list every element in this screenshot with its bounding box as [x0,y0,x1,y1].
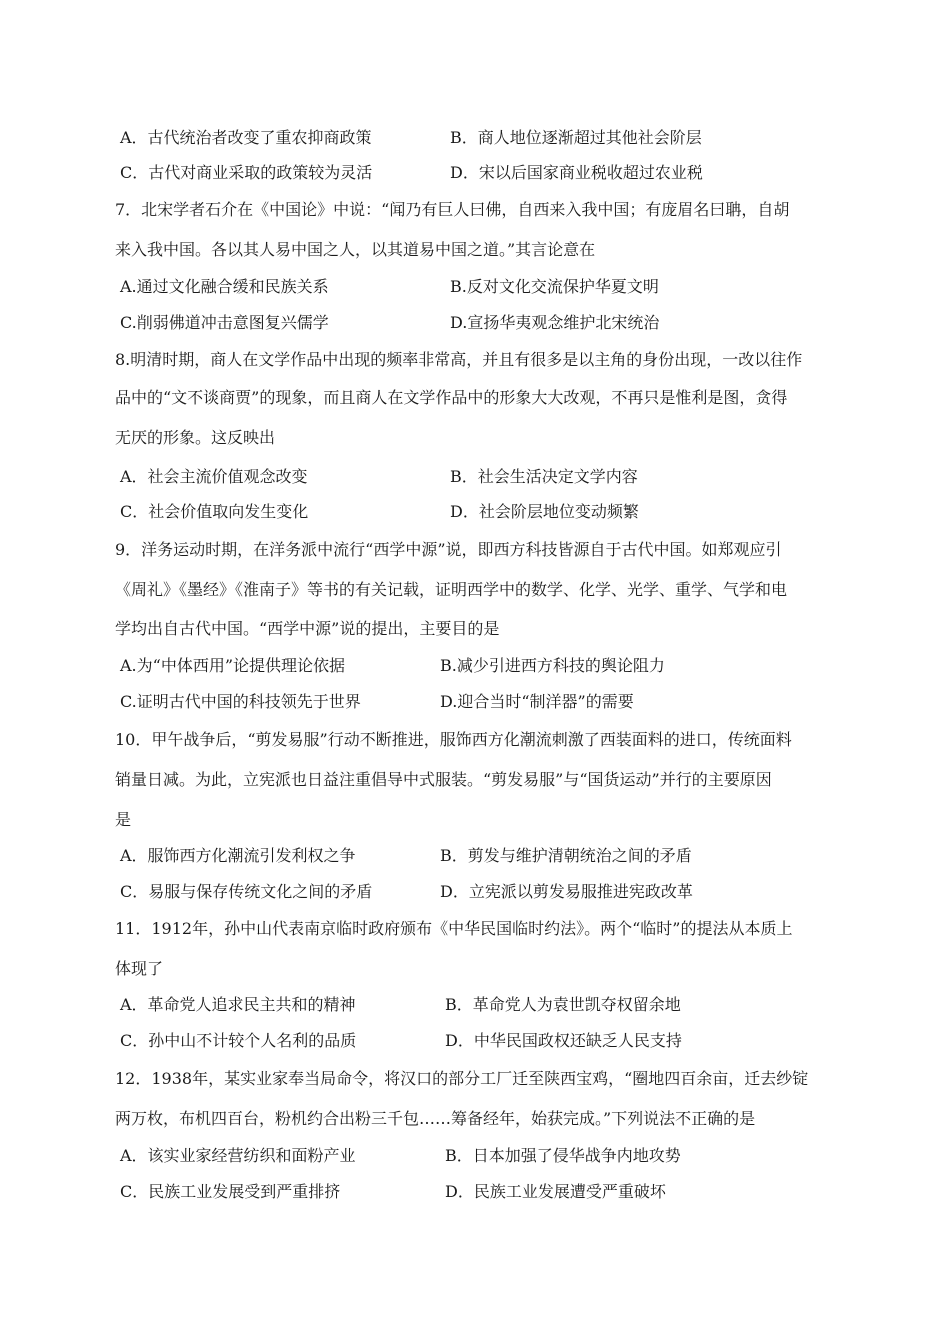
q7-option-d: D.宣扬华夷观念维护北宋统治 [450,313,660,332]
q8-stem-line-3: 无厌的形象。这反映出 [115,428,276,447]
q10-stem-line-2: 销量日减。为此，立宪派也日益注重倡导中式服装。“剪发易服”与“国货运动”并行的主要原因 [115,770,772,789]
q12-option-b: B．日本加强了侵华战争内地攻势 [445,1146,681,1165]
q7-stem-line-1: 7．北宋学者石介在《中国论》中说：“闻乃有巨人曰佛，自西来入我中国；有庞眉名曰聃，自胡 [115,200,790,219]
q6-option-c: C．古代对商业采取的政策较为灵活 [120,163,373,182]
q8-option-d: D．社会阶层地位变动频繁 [450,502,639,521]
q8-option-b: B．社会生活决定文学内容 [450,467,638,486]
q7-option-a: A.通过文化融合缓和民族关系 [120,277,329,296]
q6-option-a: A．古代统治者改变了重农抑商政策 [120,128,372,147]
q9-option-a: A.为“中体西用”论提供理论依据 [120,656,346,675]
q12-stem-line-2: 两万枚，布机四百台，粉机约合出粉三千包……筹备经年，始获完成。”下列说法不正确的是 [115,1109,756,1128]
q11-stem-line-1: 11．1912年，孙中山代表南京临时政府颁布《中华民国临时约法》。两个“临时”的提法从本质上 [115,919,793,938]
q10-option-c: C．易服与保存传统文化之间的矛盾 [120,882,373,901]
q8-option-c: C．社会价值取向发生变化 [120,502,309,521]
q8-stem-line-2: 品中的“文不谈商贾”的现象，而且商人在文学作品中的形象大大改观，不再只是惟利是图，贪得 [115,388,788,407]
q7-stem-line-2: 来入我中国。各以其人易中国之人，以其道易中国之道。”其言论意在 [115,240,596,259]
q7-option-b: B.反对文化交流保护华夏文明 [450,277,659,296]
q6-option-d: D．宋以后国家商业税收超过农业税 [450,163,703,182]
q12-option-d: D．民族工业发展遭受严重破坏 [445,1182,666,1201]
q10-option-b: B．剪发与维护清朝统治之间的矛盾 [440,846,692,865]
q9-stem-line-2: 《周礼》《墨经》《淮南子》等书的有关记载，证明西学中的数学、化学、光学、重学、气学和电 [115,580,788,599]
q9-stem-line-3: 学均出自古代中国。“西学中源”说的提出，主要目的是 [115,619,500,638]
q11-option-d: D．中华民国政权还缺乏人民支持 [445,1031,682,1050]
q9-option-d: D.迎合当时“制洋器”的需要 [440,692,634,711]
q11-option-b: B．革命党人为袁世凯夺权留余地 [445,995,681,1014]
q9-stem-line-1: 9．洋务运动时期，在洋务派中流行“西学中源”说，即西方科技皆源自于古代中国。如郑观应引 [115,540,782,559]
q12-stem-line-1: 12．1938年，某实业家奉当局命令，将汉口的部分工厂迁至陕西宝鸡，“圈地四百余亩，迁去纱锭 [115,1069,809,1088]
q9-option-c: C.证明古代中国的科技领先于世界 [120,692,361,711]
q11-stem-line-2: 体现了 [115,959,164,978]
q11-option-a: A．革命党人追求民主共和的精神 [120,995,356,1014]
q12-option-a: A．该实业家经营纺织和面粉产业 [120,1146,356,1165]
q9-option-b: B.减少引进西方科技的舆论阻力 [440,656,665,675]
q10-option-a: A．服饰西方化潮流引发利权之争 [120,846,356,865]
q7-option-c: C.削弱佛道冲击意图复兴儒学 [120,313,329,332]
q6-option-b: B．商人地位逐渐超过其他社会阶层 [450,128,702,147]
q11-option-c: C．孙中山不计较个人名利的品质 [120,1031,357,1050]
q10-stem-line-3: 是 [115,810,132,829]
q10-option-d: D．立宪派以剪发易服推进宪政改革 [440,882,693,901]
q8-stem-line-1: 8.明清时期，商人在文学作品中出现的频率非常高，并且有很多是以主角的身份出现，一改以往作 [115,350,803,369]
q10-stem-line-1: 10．甲午战争后，“剪发易服”行动不断推进，服饰西方化潮流刺激了西装面料的进口，传统面料 [115,730,792,749]
q12-option-c: C．民族工业发展受到严重排挤 [120,1182,341,1201]
q8-option-a: A．社会主流价值观念改变 [120,467,308,486]
